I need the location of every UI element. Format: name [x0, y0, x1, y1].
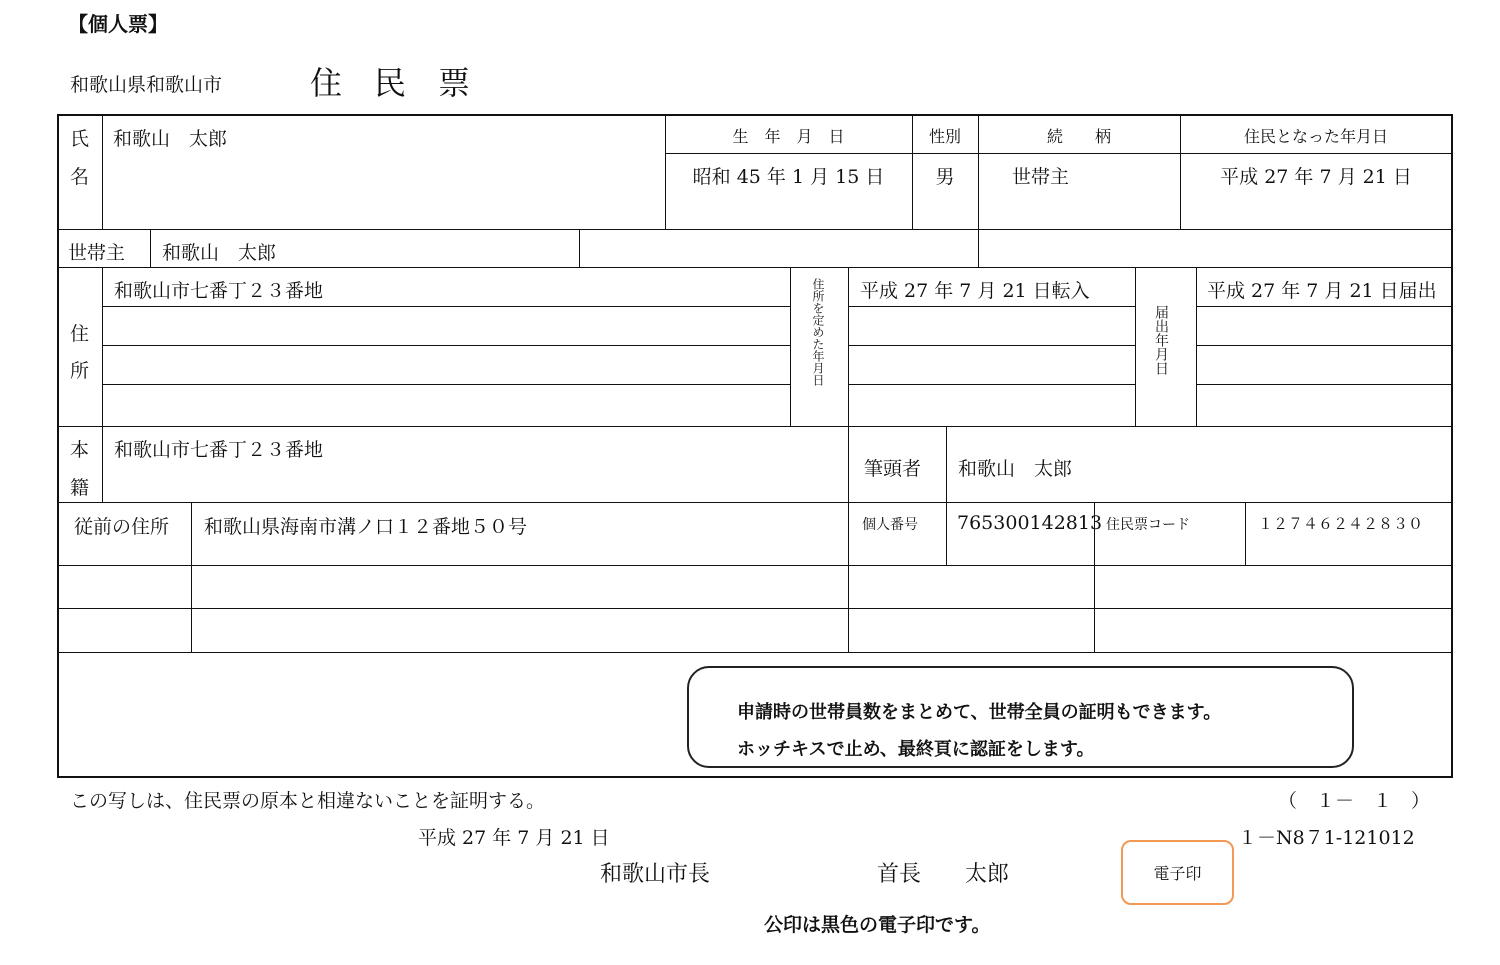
household-head-value: 和歌山 太郎 — [162, 242, 277, 264]
resident-code-label: 住民票コード — [1106, 517, 1190, 533]
name-value: 和歌山 太郎 — [113, 128, 228, 150]
domicile-value: 和歌山市七番丁２３番地 — [114, 439, 324, 461]
seal-label: 電子印 — [1153, 864, 1202, 883]
certification-date: 平成 27 年 7 月 21 日 — [418, 827, 610, 849]
doc-type-label: 【個人票】 — [68, 12, 168, 36]
address-label-1: 住 — [70, 323, 90, 345]
mayor-name: 首長 太郎 — [877, 862, 1010, 887]
mayor-title: 和歌山市長 — [600, 862, 711, 887]
address-value: 和歌山市七番丁２３番地 — [114, 280, 324, 302]
personal-number-label: 個人番号 — [862, 517, 918, 533]
notification-date-label: 届出年月日 — [1153, 305, 1169, 375]
serial-number: １－N8７1-121012 — [1238, 827, 1415, 849]
seal-note: 公印は黒色の電子印です。 — [764, 914, 991, 936]
municipality: 和歌山県和歌山市 — [70, 74, 223, 96]
domicile-label-2: 籍 — [70, 477, 90, 499]
domicile-label-1: 本 — [70, 439, 90, 461]
resident-code-value: １２７４６２４２８３０ — [1258, 515, 1424, 533]
page-indicator: （ １－ １ ） — [1278, 790, 1431, 812]
name-label-2: 名 — [70, 166, 90, 188]
previous-address-value: 和歌山県海南市溝ノ口１２番地５０号 — [204, 516, 528, 538]
notification-date-value: 平成 27 年 7 月 21 日届出 — [1207, 280, 1437, 302]
certification-text: この写しは、住民票の原本と相違ないことを証明する。 — [70, 790, 546, 812]
name-label-1: 氏 — [70, 128, 90, 150]
sex-label: 性別 — [928, 127, 961, 146]
birth-date-label: 生 年 月 日 — [732, 127, 845, 146]
relation-value: 世帯主 — [1012, 166, 1070, 188]
address-label-2: 所 — [70, 360, 90, 382]
birth-date-value: 昭和 45 年 1 月 15 日 — [692, 166, 885, 188]
note-line-1: 申請時の世帯員数をまとめて、世帯全員の証明もできます。 — [737, 702, 1222, 723]
personal-number-value: 765300142813 — [957, 512, 1103, 534]
address-set-date-label: 住所を定めた年月日 — [811, 278, 825, 386]
note-line-2: ホッチキスで止め、最終頁に認証をします。 — [737, 739, 1095, 760]
address-set-date-value: 平成 27 年 7 月 21 日転入 — [860, 280, 1090, 302]
family-head-value: 和歌山 太郎 — [958, 458, 1073, 480]
resident-date-label: 住民となった年月日 — [1243, 127, 1388, 146]
sex-value: 男 — [935, 166, 955, 188]
relation-label: 続 柄 — [1046, 127, 1111, 146]
previous-address-label: 従前の住所 — [74, 516, 170, 538]
resident-date-value: 平成 27 年 7 月 21 日 — [1220, 166, 1412, 188]
family-head-label: 筆頭者 — [864, 458, 922, 480]
electronic-seal — [1121, 840, 1234, 905]
note-box — [687, 666, 1354, 768]
household-head-label: 世帯主 — [68, 242, 126, 264]
page-title: 住 民 票 — [310, 64, 471, 102]
